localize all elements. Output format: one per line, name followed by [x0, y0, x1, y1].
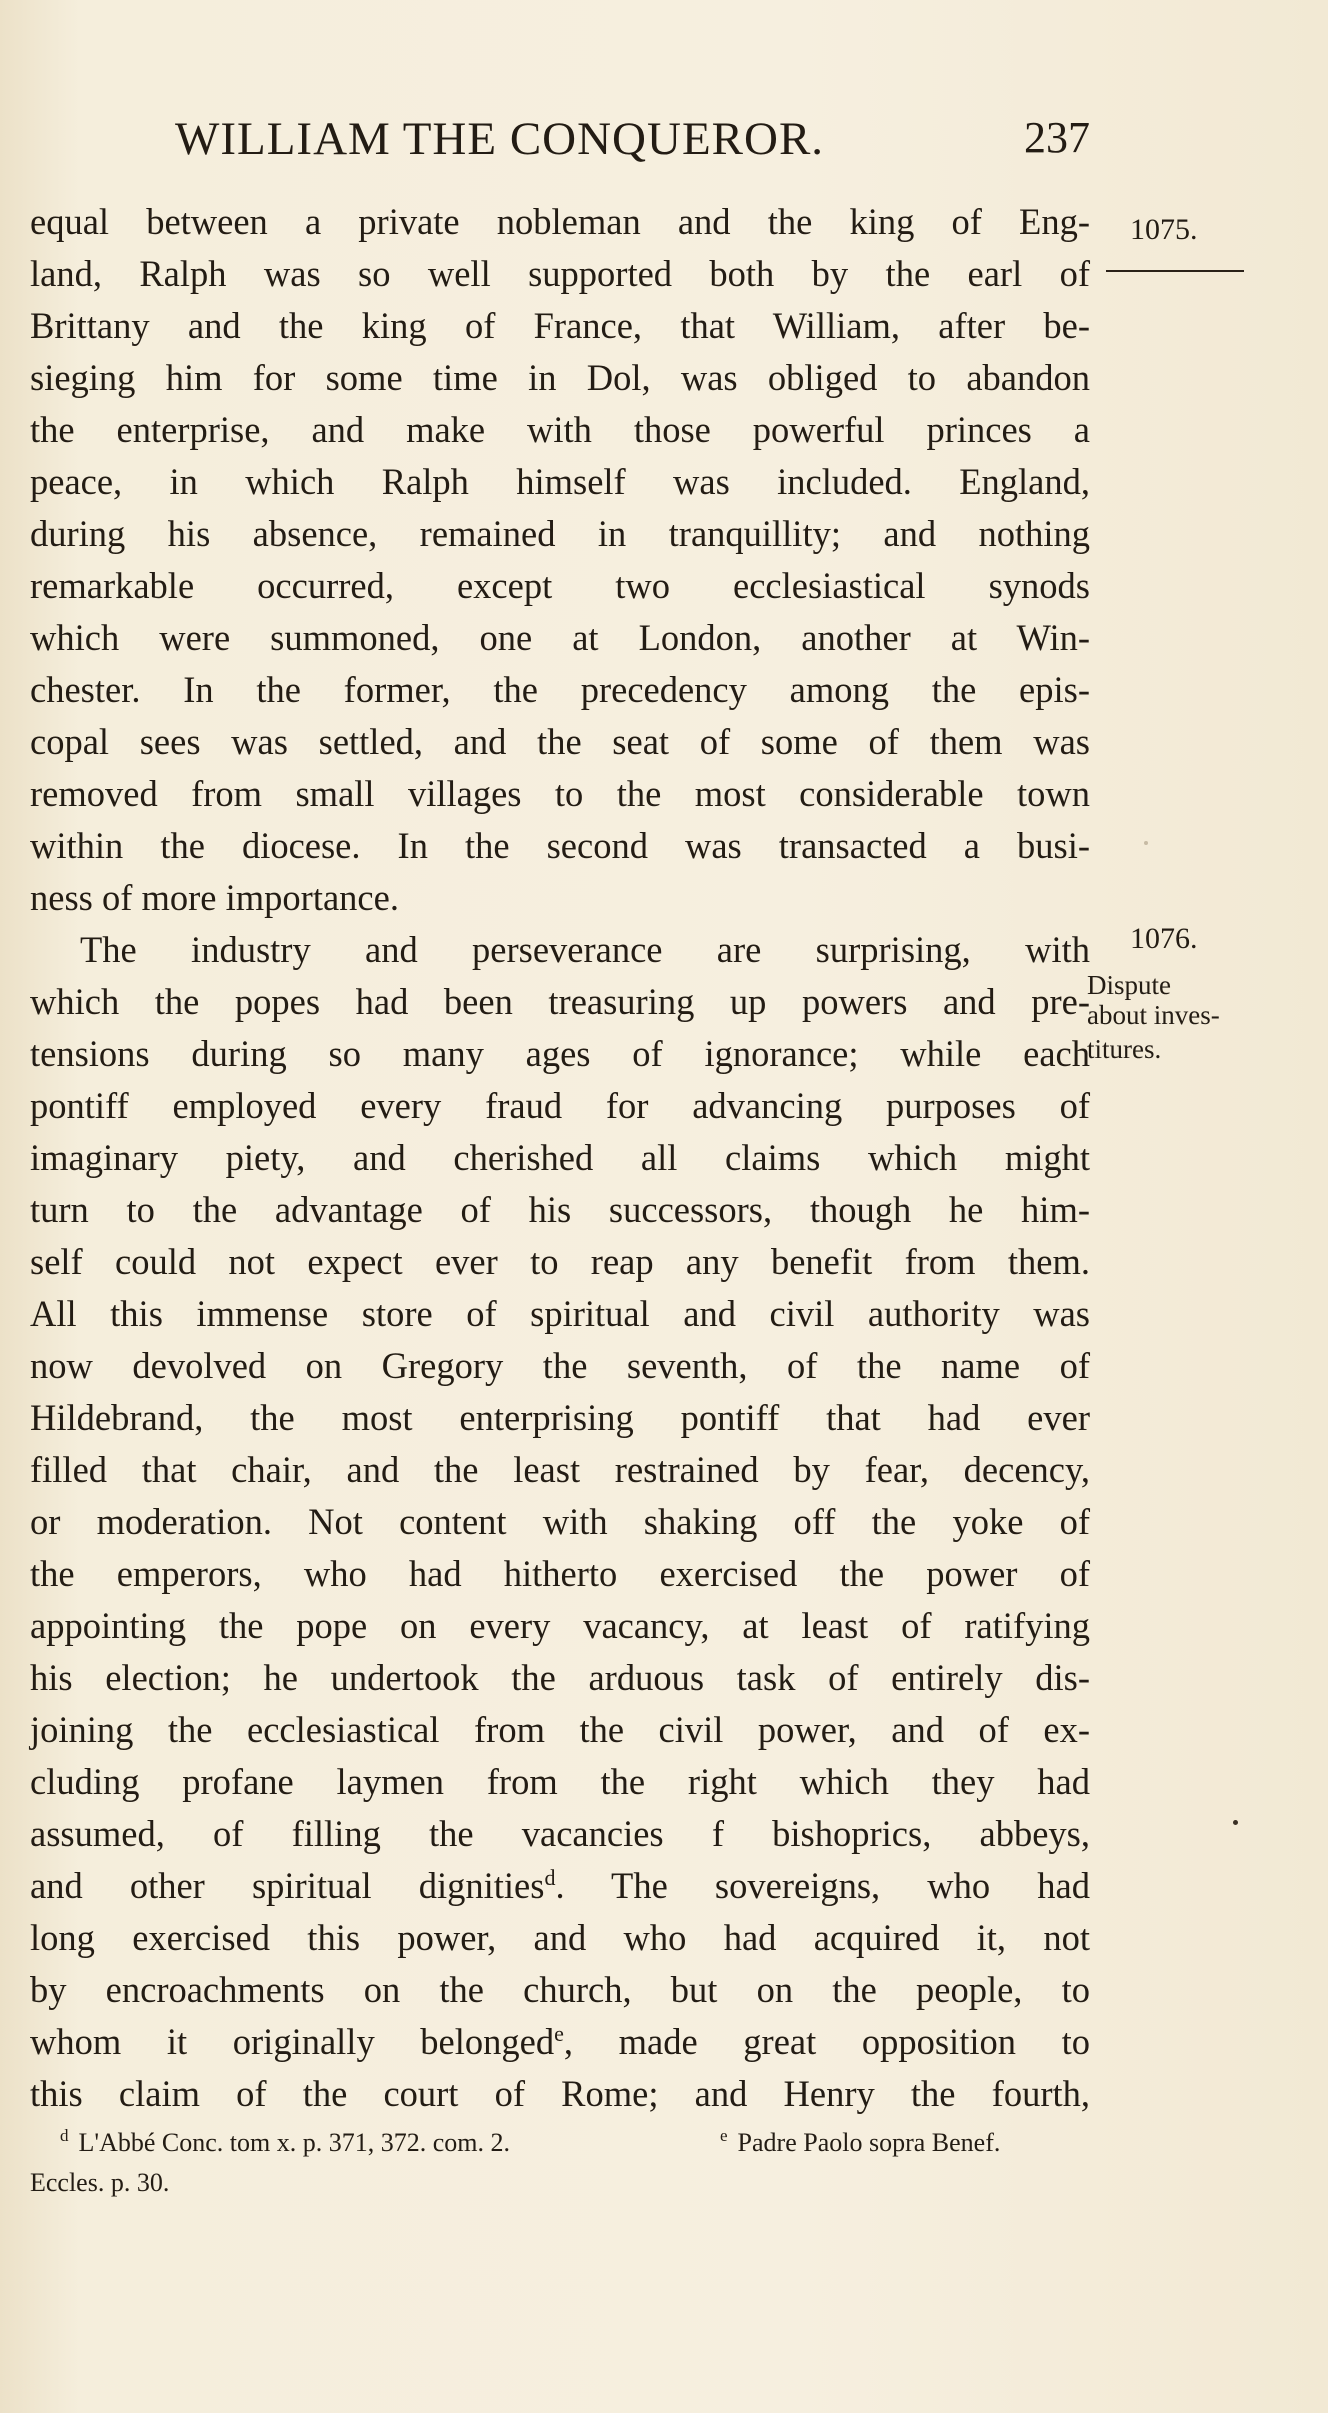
footnote-ref-d[interactable]: d — [544, 1864, 556, 1890]
footnote-row — [30, 2163, 1100, 2203]
text-line: this claim of the court of Rome; and Henry the fourth, — [30, 2073, 1090, 2114]
page-number: 237 — [1024, 113, 1090, 162]
text-line: joining the ecclesiastical from the civil power, and of ex- — [30, 1709, 1090, 1750]
text-line: Brittany and the king of France, that William, after be- — [30, 305, 1090, 346]
text-line: filled that chair, and the least restrained by fear, decency, — [30, 1449, 1090, 1490]
text-line: equal between a private nobleman and the king of Eng- — [30, 201, 1090, 242]
text-line: sieging him for some time in Dol, was obliged to abandon — [30, 357, 1090, 398]
text-line: chester. In the former, the precedency among the epis- — [30, 669, 1090, 710]
text-line: removed from small villages to the most considerable town — [30, 773, 1090, 814]
text-line: Hildebrand, the most enterprising pontiff that had ever — [30, 1397, 1090, 1438]
text-line: now devolved on Gregory the seventh, of the name of — [30, 1345, 1090, 1386]
margin-year-1076: 1076. — [1130, 922, 1198, 955]
text-line: the enterprise, and make with those powerful princes a — [30, 409, 1090, 450]
footnote-e — [720, 2123, 1000, 2163]
text-line: All this immense store of spiritual and civil authority was — [30, 1293, 1090, 1334]
text-line: within the diocese. In the second was transacted a busi- — [30, 825, 1090, 866]
text-segment: and other spiritual dignities — [30, 1865, 545, 1906]
text-line: land, Ralph was so well supported both by the earl of — [30, 253, 1090, 294]
text-line: long exercised this power, and who had acquired it, not — [30, 1917, 1090, 1958]
paper-speck — [1144, 841, 1148, 845]
footnote-d — [60, 2123, 510, 2163]
text-line: during his absence, remained in tranquillity; and nothing — [30, 513, 1090, 554]
text-line: by encroachments on the church, but on the people, to — [30, 1969, 1090, 2010]
footnote-d-text: L'Abbé Conc. tom x. p. 371, 372. com. 2. — [78, 2128, 510, 2157]
running-head — [175, 112, 1090, 176]
text-line: the emperors, who had hitherto exercised the power of — [30, 1553, 1090, 1594]
text-line: pontiff employed every fraud for advancing purposes of — [30, 1085, 1090, 1126]
text-segment: whom it originally belonged — [30, 2021, 555, 2062]
footnote-mark-e: e — [720, 2126, 728, 2146]
text-line-with-footnote-d — [30, 1860, 1090, 1912]
text-line: assumed, of filling the vacancies f bishoprics, abbeys, — [30, 1813, 1090, 1854]
text-line: remarkable occurred, except two ecclesiastical synods — [30, 565, 1090, 606]
text-segment: , made great opposition to — [563, 2021, 1090, 2062]
text-line: ness of more importance. — [30, 877, 399, 918]
side-note-line-3: titures. — [1087, 1034, 1162, 1064]
footnote-d-continuation: Eccles. p. 30. — [30, 2168, 170, 2197]
text-line-paragraph-start: The industry and perseverance are surprising, with — [80, 929, 1090, 970]
stray-ink-dot — [1233, 1820, 1238, 1825]
text-line: cluding profane laymen from the right which they had — [30, 1761, 1090, 1802]
running-title: WILLIAM THE CONQUEROR. — [175, 113, 825, 165]
text-line-with-footnote-e — [30, 2016, 1090, 2068]
footnote-row — [30, 2123, 1100, 2163]
footnote-ref-e[interactable]: e — [554, 2020, 564, 2046]
text-line: his election; he undertook the arduous task of entirely dis- — [30, 1657, 1090, 1698]
text-line: self could not expect ever to reap any benefit from them. — [30, 1241, 1090, 1282]
footnote-mark-d: d — [60, 2126, 69, 2146]
footnotes — [30, 2123, 1100, 2203]
text-line: which were summoned, one at London, another at Win- — [30, 617, 1090, 658]
side-note-line-2: about inves- — [1087, 1000, 1220, 1030]
margin-rule — [1106, 270, 1244, 272]
text-line: peace, in which Ralph himself was included. England, — [30, 461, 1090, 502]
text-segment: . The sovereigns, who had — [555, 1865, 1090, 1906]
text-line: or moderation. Not content with shaking off the yoke of — [30, 1501, 1090, 1542]
text-line: imaginary piety, and cherished all claims which might — [30, 1137, 1090, 1178]
text-line: tensions during so many ages of ignorance; while each — [30, 1033, 1090, 1074]
text-line: copal sees was settled, and the seat of some of them was — [30, 721, 1090, 762]
text-line: turn to the advantage of his successors, though he him- — [30, 1189, 1090, 1230]
text-line: appointing the pope on every vacancy, at least of ratifying — [30, 1605, 1090, 1646]
footnote-e-text: Padre Paolo sopra Benef. — [737, 2128, 1001, 2157]
main-text — [30, 196, 1090, 2120]
margin-year-1075: 1075. — [1130, 213, 1198, 246]
text-line: which the popes had been treasuring up powers and pre- — [30, 981, 1090, 1022]
side-note-line-1: Dispute — [1087, 970, 1171, 1000]
